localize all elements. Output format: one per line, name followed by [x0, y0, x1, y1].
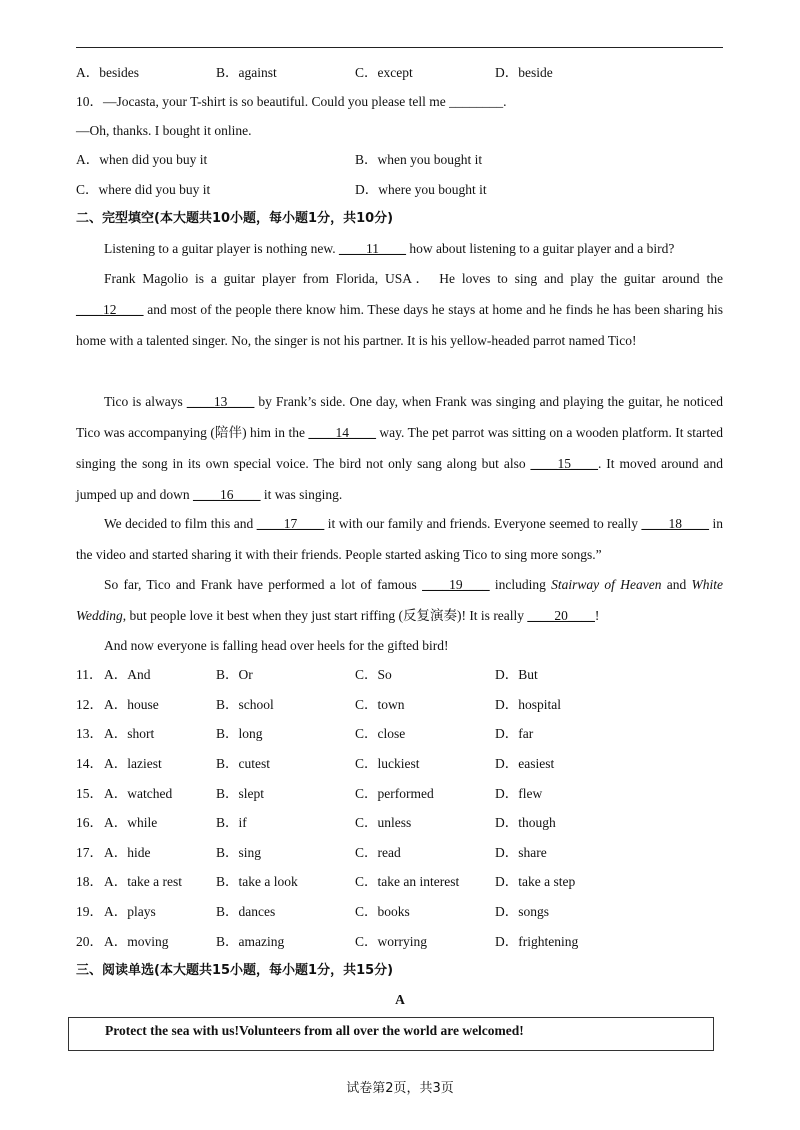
option-a: A．while — [104, 815, 158, 830]
question-number: 17． — [76, 845, 103, 860]
option-d: D．But — [495, 667, 538, 682]
passage-paragraph-1: Listening to a guitar player is nothing new. ____11____ how about listening to a guitar player and a bird? — [104, 241, 675, 256]
question-row — [76, 844, 736, 862]
option-d: D．easiest — [495, 756, 555, 771]
question-row — [76, 814, 736, 832]
option-b: B．cutest — [216, 756, 270, 771]
option-d: D．hospital — [495, 697, 561, 712]
blank-14: ____14____ — [308, 425, 376, 440]
section2-heading: 二、完型填空(本大题共10小题，每小题1分，共10分) — [76, 211, 394, 226]
option-a: A．take a rest — [104, 874, 182, 889]
option-a: A．short — [104, 726, 155, 741]
option-a: A．besides — [76, 65, 139, 80]
q10-options-cd — [76, 181, 736, 199]
passage-paragraph-5: So far, Tico and Frank have performed a lot of famous ____19____ including Stairway of Heaven and White Wedding, but people love it best when they just start riffing (反复演奏)! It is really ____20____! — [76, 577, 724, 623]
option-a: A．house — [104, 697, 159, 712]
option-c: C．where did you buy it — [76, 182, 211, 197]
option-a: A．watched — [104, 786, 173, 801]
q10-reply: —Oh, thanks. I bought it online. — [76, 123, 252, 138]
question-number: 19． — [76, 904, 103, 919]
question-number: 20． — [76, 934, 103, 949]
question-number: 14． — [76, 756, 103, 771]
song-title-2: White Wedding — [76, 577, 724, 623]
blank-19: ____19____ — [422, 577, 490, 592]
question-number: 13． — [76, 726, 103, 741]
blank-17: ____17____ — [256, 516, 325, 531]
option-c: C．read — [355, 845, 401, 860]
blank-18: ____18____ — [641, 516, 709, 531]
option-b: B．take a look — [216, 874, 298, 889]
blank-13: ____13____ — [186, 394, 255, 409]
option-a: A．moving — [104, 934, 169, 949]
option-b: B．if — [216, 815, 247, 830]
question-number: 18． — [76, 874, 103, 889]
question-number: 15． — [76, 786, 103, 801]
option-c: C．books — [355, 904, 410, 919]
reading-part-label: A — [395, 992, 405, 1007]
question-row — [76, 696, 736, 714]
option-d: D．frightening — [495, 934, 579, 949]
q9-options — [76, 64, 736, 82]
option-b: B．Or — [216, 667, 253, 682]
question-number: 11． — [76, 667, 103, 682]
blank-15: ____15____ — [530, 456, 598, 471]
option-d: D．where you bought it — [355, 182, 487, 197]
reading-passage-box — [68, 1017, 714, 1051]
option-d: D．beside — [495, 65, 553, 80]
page-footer: 试卷第2页，共3页 — [346, 1081, 454, 1096]
option-b: B．dances — [216, 904, 276, 919]
option-c: C．close — [355, 726, 406, 741]
question-row — [76, 785, 736, 803]
option-d: D．though — [495, 815, 556, 830]
blank-11: ____11____ — [338, 241, 406, 256]
option-c: C．performed — [355, 786, 434, 801]
question-row — [76, 725, 736, 743]
option-b: B．slept — [216, 786, 265, 801]
option-b: B．against — [216, 65, 277, 80]
option-a: A．when did you buy it — [76, 152, 208, 167]
blank-16: ____16____ — [193, 487, 261, 502]
option-c: C．worrying — [355, 934, 427, 949]
header-rule — [76, 47, 723, 48]
blank-20: ____20____ — [527, 608, 595, 623]
q10-options-ab — [76, 151, 736, 169]
question-number: 16． — [76, 815, 103, 830]
option-c: C．except — [355, 65, 413, 80]
reading-passage-title: Protect the sea with us!Volunteers from all over the world are welcomed! — [105, 1023, 524, 1038]
question-row — [76, 873, 736, 891]
passage-paragraph-6: And now everyone is falling head over heels for the gifted bird! — [104, 638, 449, 653]
question-row — [76, 933, 736, 951]
option-c: C．So — [355, 667, 392, 682]
option-d: D．take a step — [495, 874, 576, 889]
question-row — [76, 903, 736, 921]
section3-heading: 三、阅读单选(本大题共15小题，每小题1分，共15分) — [76, 963, 394, 978]
question-row — [76, 666, 736, 684]
option-c: C．luckiest — [355, 756, 420, 771]
question-number: 12． — [76, 697, 103, 712]
option-a: A．hide — [104, 845, 151, 860]
passage-paragraph-4: We decided to film this and ____17____ it with our family and friends. Everyone seemed to really ____18____ in the video and started sharing it with their friends. People started asking Tico to sing more songs.” — [76, 516, 723, 562]
q10-question: 10．—Jocasta, your T-shirt is so beautiful. Could you please tell me ________. — [76, 94, 507, 109]
option-c: C．town — [355, 697, 405, 712]
passage-paragraph-2: Frank Magolio is a guitar player from Florida, USA． He loves to sing and play the guitar around the ____12____ and most of the people there know him. These days he stays at home and he finds he has been sharing his home with a talented singer. No, the singer is not his partner. It is his yellow-headed parrot named Tico! — [76, 271, 723, 348]
question-row — [76, 755, 736, 773]
option-d: D．flew — [495, 786, 543, 801]
option-a: A．plays — [104, 904, 156, 919]
option-a: A．And — [104, 667, 151, 682]
option-b: B．long — [216, 726, 263, 741]
option-b: B．when you bought it — [355, 152, 483, 167]
option-b: B．school — [216, 697, 274, 712]
blank-12: ____12____ — [76, 302, 144, 317]
option-b: B．sing — [216, 845, 262, 860]
passage-paragraph-3: Tico is always ____13____ by Frank’s side. One day, when Frank was singing and playing the guitar, he noticed Tico was accompanying (陪伴) him in the ____14____ way. The pet parrot was sitting on a wooden platform. It started singing the song in its own special voice. The bird not only sang along but also ____15____. It moved around and jumped up and down ____16____ it was singing. — [76, 394, 724, 502]
option-a: A．laziest — [104, 756, 162, 771]
option-c: C．unless — [355, 815, 412, 830]
song-title-1: Stairway of Heaven — [551, 577, 662, 592]
option-d: D．share — [495, 845, 547, 860]
option-c: C．take an interest — [355, 874, 460, 889]
option-b: B．amazing — [216, 934, 285, 949]
option-d: D．songs — [495, 904, 550, 919]
option-d: D．far — [495, 726, 534, 741]
